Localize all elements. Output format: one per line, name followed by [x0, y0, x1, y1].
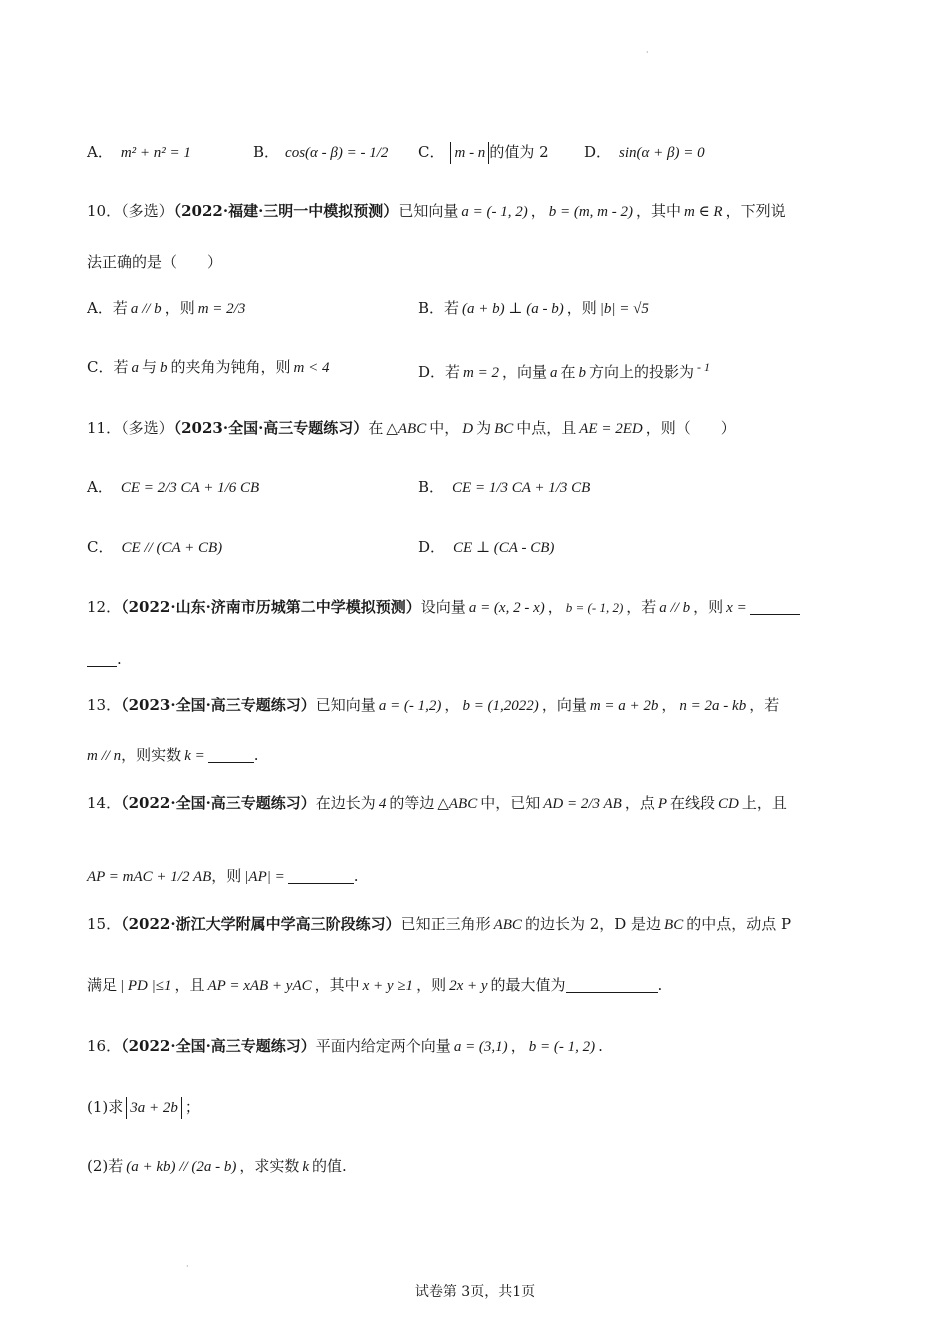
q10-option-a: A．若 a // b ，则 m = 2/3 — [87, 299, 246, 317]
q16-stem: 16．（2022·全国·高三专题练习）平面内给定两个向量 a = (3,1) ， b = (- 1, 2) . — [87, 1037, 603, 1055]
page-footer: 试卷第 3页，共1页 — [414, 1284, 536, 1300]
answer-blank[interactable] — [208, 748, 254, 763]
answer-blank[interactable] — [750, 600, 800, 615]
q16-part-1: (1)求 3a + 2b ； — [87, 1097, 200, 1119]
q9-option-d: D． sin(α + β) = 0 — [584, 143, 705, 161]
q11-option-b: B． CE = 1/3 CA + 1/3 CB — [418, 478, 591, 496]
answer-blank[interactable] — [288, 869, 354, 884]
q16-part-2: (2)若 (a + kb) // (2a - b) ，求实数 k 的值. — [87, 1157, 347, 1175]
q10-stem-line2: 法正确的是（ ） — [87, 253, 223, 271]
q9-option-b: B． cos(α - β) = - 1/2 — [253, 143, 389, 161]
q13-stem: 13．（2023·全国·高三专题练习）已知向量 a = (- 1,2) ， b = (1,2022) ，向量 m = a + 2b ， n = 2a - kb ，若 — [87, 696, 780, 714]
q14-stem: 14．（2022·全国·高三专题练习）在边长为 4 的等边 △ABC 中，已知 AD = 2/3 AB ，点 P 在线段 CD 上，且 — [87, 794, 787, 812]
q12-stem: 12．（2022·山东·济南市历城第二中学模拟预测）设向量 a = (x, 2 - x) ， b = (- 1, 2) ，若 a // b ，则 x = — [87, 597, 800, 618]
answer-blank[interactable] — [87, 652, 117, 667]
q13-stem-line2: m // n，则实数 k = . — [87, 746, 259, 764]
q9-option-c: C． m - n 的值为 2 — [418, 142, 549, 164]
q12-stem-line2: . — [87, 649, 122, 669]
q11-option-a: A． CE = 2/3 CA + 1/6 CB — [87, 478, 260, 496]
q11-stem: 11．（多选）（2023·全国·高三专题练习）在 △ABC 中， D 为 BC 中点，且 AE = 2ED ，则（ ） — [87, 419, 736, 437]
scan-dot: · — [646, 48, 649, 57]
q11-option-c: C． CE // (CA + CB) — [87, 538, 223, 556]
answer-blank[interactable] — [566, 978, 658, 993]
q11-option-d: D． CE ⊥ (CA - CB) — [418, 538, 555, 556]
q9-option-a: A． m² + n² = 1 — [87, 143, 191, 161]
q10-option-c: C．若 a 与 b 的夹角为钝角，则 m < 4 — [87, 358, 330, 376]
q14-stem-line2: AP = mAC + 1/2 AB，则 |AP| = . — [87, 867, 359, 885]
q15-stem-line2: 满足 | PD |≤1 ，且 AP = xAB + yAC ，其中 x + y ≥1 ，则 2x + y 的最大值为 . — [87, 976, 663, 994]
scan-dot: · — [186, 1262, 189, 1271]
q10-option-d: D．若 m = 2 ，向量 a 在 b 方向上的投影为 $^{- 1}$ — [418, 360, 711, 381]
q15-stem: 15．（2022·浙江大学附属中学高三阶段练习）已知正三角形 ABC 的边长为 2，D 是边 BC 的中点，动点 P — [87, 915, 792, 933]
q10-option-b: B．若 (a + b) ⊥ (a - b) ，则 |b| = √5 — [418, 299, 649, 317]
q10-stem: 10．（多选）（2022·福建·三明一中模拟预测）已知向量 a = (- 1, 2) ， b = (m, m - 2) ，其中 m ∈ R ，下列说 — [87, 202, 786, 220]
